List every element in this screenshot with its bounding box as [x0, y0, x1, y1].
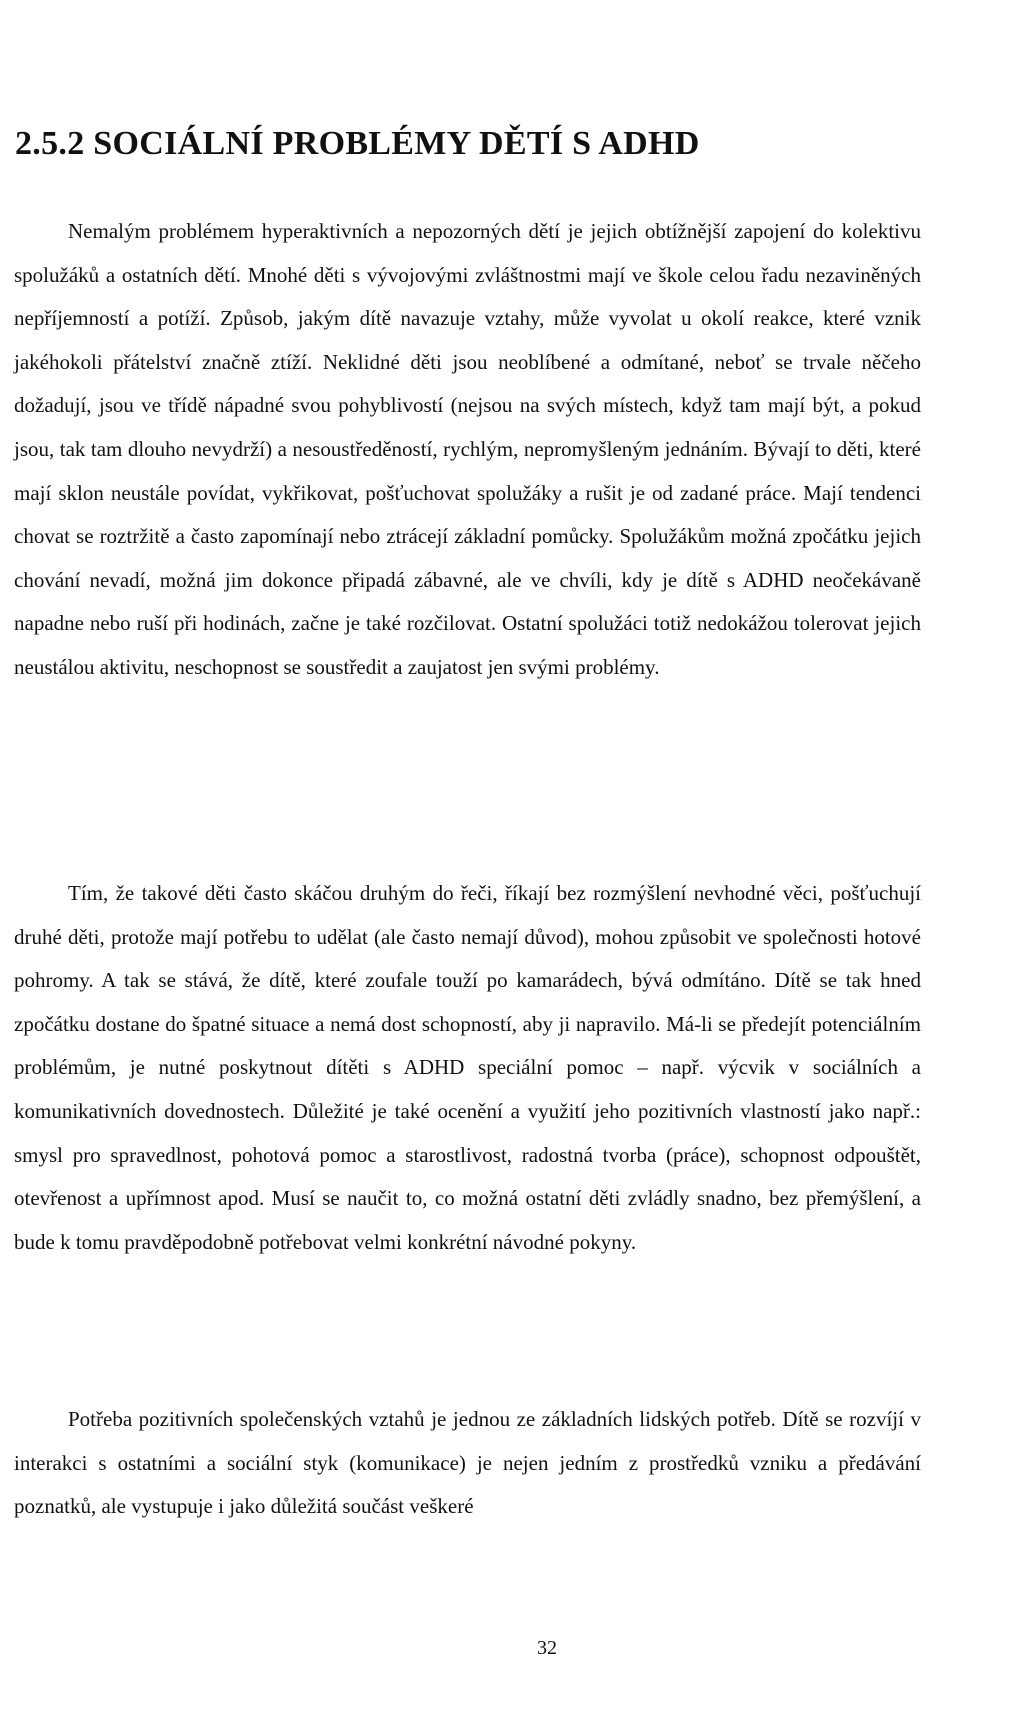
- paragraph-1: Nemalým problémem hyperaktivních a nepozorných dětí je jejich obtížnější zapojení do kolektivu spolužáků a ostatních dětí. Mnohé děti s vývojovými zvláštnostmi mají ve škole celou řadu nezaviněných nepříjemností a potíží. Způsob, jakým dítě navazuje vztahy, může vyvolat u okolí reakce, které vznik jakéhokoli přátelství značně ztíží. Neklidné děti jsou neoblíbené a odmítané, neboť se trvale něčeho dožadují, jsou ve třídě nápadné svou pohyblivostí (nejsou na svých místech, když tam mají být, a pokud jsou, tak tam dlouho nevydrží) a nesoustředěností, rychlým, nepromyšleným jednáním. Bývají to děti, které mají sklon neustále povídat, vykřikovat, pošťuchovat spolužáky a rušit je od zadané práce. Mají tendenci chovat se roztržitě a často zapomínají nebo ztrácejí základní pomůcky. Spolužákům možná zpočátku jejich chování nevadí, možná jim dokonce připadá zábavné, ale ve chvíli, kdy je dítě s ADHD neočekávaně napadne nebo ruší při hodinách, začne je také rozčilovat. Ostatní spolužáci totiž nedokážou tolerovat jejich neustálou aktivitu, neschopnost se soustředit a zaujatost jen svými problémy.: [14, 219, 921, 679]
- paragraph-2: Tím, že takové děti často skáčou druhým do řeči, říkají bez rozmýšlení nevhodné věci, pošťuchují druhé děti, protože mají potřebu to udělat (ale často nemají důvod), mohou způsobit ve společnosti hotové pohromy. A tak se stává, že dítě, které zoufale touží po kamarádech, bývá odmítáno. Dítě se tak hned zpočátku dostane do špatné situace a nemá dost schopností, aby ji napravilo. Má-li se předejít potenciálním problémům, je nutné poskytnout dítěti s ADHD speciální pomoc – např. výcvik v sociálních a komunikativních dovednostech. Důležité je také ocenění a využití jeho pozitivních vlastností jako např.: smysl pro spravedlnost, pohotová pomoc a starostlivost, radostná tvorba (práce), schopnost odpouštět, otevřenost a upřímnost apod. Musí se naučit to, co možná ostatní děti zvládly snadno, bez přemýšlení, a bude k tomu pravděpodobně potřebovat velmi konkrétní návodné pokyny.: [14, 881, 921, 1254]
- page-number: 32: [537, 1637, 557, 1659]
- section-heading: 2.5.2 SOCIÁLNÍ PROBLÉMY DĚTÍ S ADHD: [15, 125, 700, 162]
- paragraph-3: Potřeba pozitivních společenských vztahů je jednou ze základních lidských potřeb. Dítě se rozvíjí v interakci s ostatními a sociální styk (komunikace) je nejen jedním z prostředků vzniku a předávání poznatků, ale vystupuje i jako důležitá součást veškeré: [14, 1407, 921, 1519]
- page-footer: [0, 1636, 1024, 1660]
